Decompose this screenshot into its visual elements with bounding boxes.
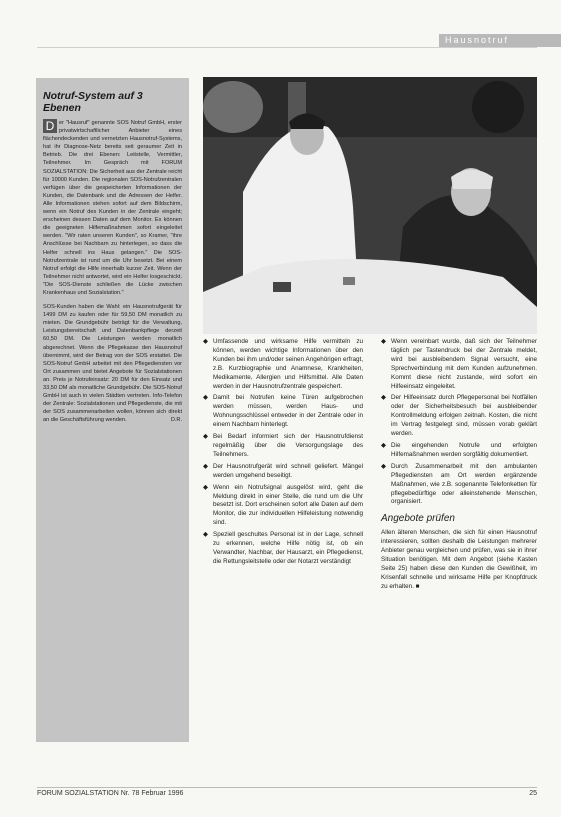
- info-box: [36, 78, 189, 742]
- header-rule: [37, 47, 537, 48]
- info-box-paragraph-2: [43, 303, 182, 424]
- diamond-bullet-icon: ◆: [203, 433, 208, 441]
- section-heading: Angebote prüfen: [381, 513, 455, 525]
- requirements-list-continued: [381, 338, 537, 507]
- diamond-bullet-icon: ◆: [203, 462, 208, 470]
- requirements-list: [203, 338, 363, 567]
- diamond-bullet-icon: ◆: [203, 338, 208, 345]
- end-mark-icon: ■: [415, 582, 420, 590]
- list-item: ◆ Durch Zusammenarbeit mit den ambulanten Pflegediensten am Ort werden ergänzende Maßnahmen, wie z.B. sogenannte Telefonketten für pflegebedürftige oder alleinstehende Menschen, organisiert.: [381, 462, 537, 506]
- list-item: ◆ Umfassende und wirksame Hilfe vermitteln zu können, werden wichtige Informationen über den Kunden bei ihm und/oder seinen Angehörigen erfragt, z.B. Kurzbiographie und Anamnese, Krankheiten, Medikamente, Allergien und Hilfsmittel. Alle Daten werden in der Hausnotrufzentrale gespeichert.: [203, 338, 363, 390]
- diamond-bullet-icon: ◆: [381, 338, 386, 345]
- list-item: ◆ Bei Bedarf informiert sich der Hausnotrufdienst regelmäßig über die Versorgungslage des Teilnehmers.: [203, 433, 363, 458]
- publication-footer: FORUM SOZIALSTATION Nr. 78 Februar 1996: [37, 790, 184, 797]
- article-column-1: [203, 338, 363, 570]
- list-item: ◆ Die eingehenden Notrufe und erfolgten Hilfemaßnahmen werden sorgfältig dokumentiert.: [381, 441, 537, 458]
- info-box-text-2: SOS-Kunden haben die Wahl: ein Hausnotrufgerät für 1499 DM zu kaufen oder für 59,50 DM monatlich zu mieten. Die Grundgebühr beträgt für die Verwaltung, Leistungsbereitschaft und Datenbankpflege derzeit 60,50 DM. Die Leistungen werden monatlich abgerechnet. Wenn die Pflegekasse den Hausnotruf übernimmt, wird der Betrag von der SOS erstattet. Die SOS-Notruf GmbH arbeitet mit den Pflegediensten vor Ort zusammen und bietet Angebote für Sozialstationen an. Preis je Notrufeinsatz: 20 DM für den Einsatz und 33,50 DM als monatliche Grundgebühr. Die SOS-Notruf GmbH ist auch in vielen Städten vertreten. Info-Telefon der Zentrale: Sozialstationen und Pflegedienste, die mit der SOS zusammenarbeiten wollen, können sich direkt an die Geschäftsführung wenden.: [43, 304, 182, 424]
- info-box-paragraph-1: [43, 119, 182, 297]
- list-item: ◆ Wenn ein Notrufsignal ausgelöst wird, geht die Meldung direkt in einer Stelle, die rund um die Uhr besetzt ist. Dort erscheinen sofort alle Daten auf dem Monitor, die zur individuellen Hilfeleistung notwendig sind.: [203, 483, 363, 527]
- diamond-bullet-icon: ◆: [381, 441, 386, 449]
- diamond-bullet-icon: ◆: [203, 531, 208, 539]
- list-item: ◆ Der Hilfeeinsatz durch Pflegepersonal bei Notfällen oder der Sicherheitsbesuch bei ausbleibender Kontrollmeldung erfolgen zeitnah. Kosten, die nicht im Vertrag festgelegt sind, müssen vorab geklärt werden.: [381, 394, 537, 438]
- page-number: 25: [529, 790, 537, 797]
- footer-rule: [37, 787, 537, 788]
- section-tag-label: Hausnotruf: [445, 35, 510, 45]
- list-item: ◆ Der Hausnotrufgerät wird schnell geliefert. Mängel werden umgehend beseitigt.: [203, 462, 363, 479]
- info-box-title: Notruf-System auf 3 Ebenen: [43, 90, 143, 114]
- article-photo: [203, 77, 537, 334]
- diamond-bullet-icon: ◆: [381, 462, 386, 470]
- closing-paragraph: Allen älteren Menschen, die sich für einen Hausnotruf interessieren, sollten deshalb die Leistungen mehrerer Anbieter genau vergleichen und prüfen, was sie in ihrer Situation benötigen. Mit dem Angebot (siehe Kasten Seite 25) haben diese den Kunden die Gewißheit, im Krisenfall schnelle und wirksame Hilfe per Knopfdruck zu erhalten. ■: [381, 529, 537, 590]
- list-item: ◆ Wenn vereinbart wurde, daß sich der Teilnehmer täglich per Tastendruck bei der Zentrale meldet, wird bei ausbleibendem Signal versucht, eine Sprechverbindung mit dem Kunden aufzunehmen. Kommt diese nicht zustande, wird sofort ein Hilfeeinsatz eingeleitet.: [381, 338, 537, 390]
- diamond-bullet-icon: ◆: [381, 394, 386, 402]
- list-item: ◆ Speziell geschultes Personal ist in der Lage, schnell zu erkennen, welche Hilfe nötig ist, ob ein Verwandter, Nachbar, der Hausarzt, ein Pflegedienst, die Rettungsleitstelle oder der Notarzt verständigt: [203, 531, 363, 565]
- article-column-2: [381, 338, 537, 592]
- list-item: ◆ Damit bei Notrufen keine Türen aufgebrochen werden müssen, werden Haus- und Wohnungsschlüssel entweder in der Zentrale oder in einem Nachbarn hinterlegt.: [203, 394, 363, 429]
- info-box-text-1: er "Hausruf" genannte SOS Notruf GmbH, erster privatwirtschaftlicher Anbieter eines flächendeckenden und vernetzten Hausnotruf-Systems, hat ihr Diagnose-Netz bereits seit geraumer Zeit in Betrieb. Die drei Ebenen: Leitstelle, Vermittler, Teilnehmer. Im Gespräch mit FORUM SOZIALSTATION: Die Sicherheit aus der Zentrale reicht für 10000 Kunden. Die regionalen SOS-Notrufzentralen verfügen über die gespeicherten Informationen der Kunden, die Datenbank und die Adressen der Helfer. Alle Informationen stehen sofort auf dem Bildschirm, wenn ein Notruf des Kunden in der Zentrale eingeht; erscheinen dessen Daten auf dem Monitor. Es können die geeigneten Hilfemaßnahmen sofort eingeleitet werden. "Wir raten unseren Kunden", so Kramer, "ihre Anschlüsse bei Nachbarn zu hinterlegen, so dass die Helfer schnell ins Haus gelangen." Die SOS-Notrufzentrale ist rund um die Uhr besetzt. Bei einem Notruf erfolgt die Hilfe innerhalb kurzer Zeit. Wenn der Teilnehmer nicht antwortet, wird ein Helfer losgeschickt. "Die SOS-Dienste schließen die Lücke zwischen Krankenhaus und Sozialstation.": [43, 120, 182, 296]
- diamond-bullet-icon: ◆: [203, 394, 208, 402]
- drop-cap: D: [43, 119, 57, 133]
- info-box-signature: D.R.: [170, 417, 182, 424]
- diamond-bullet-icon: ◆: [203, 483, 208, 491]
- section-tag: [439, 34, 561, 47]
- photo-illustration: [203, 77, 537, 334]
